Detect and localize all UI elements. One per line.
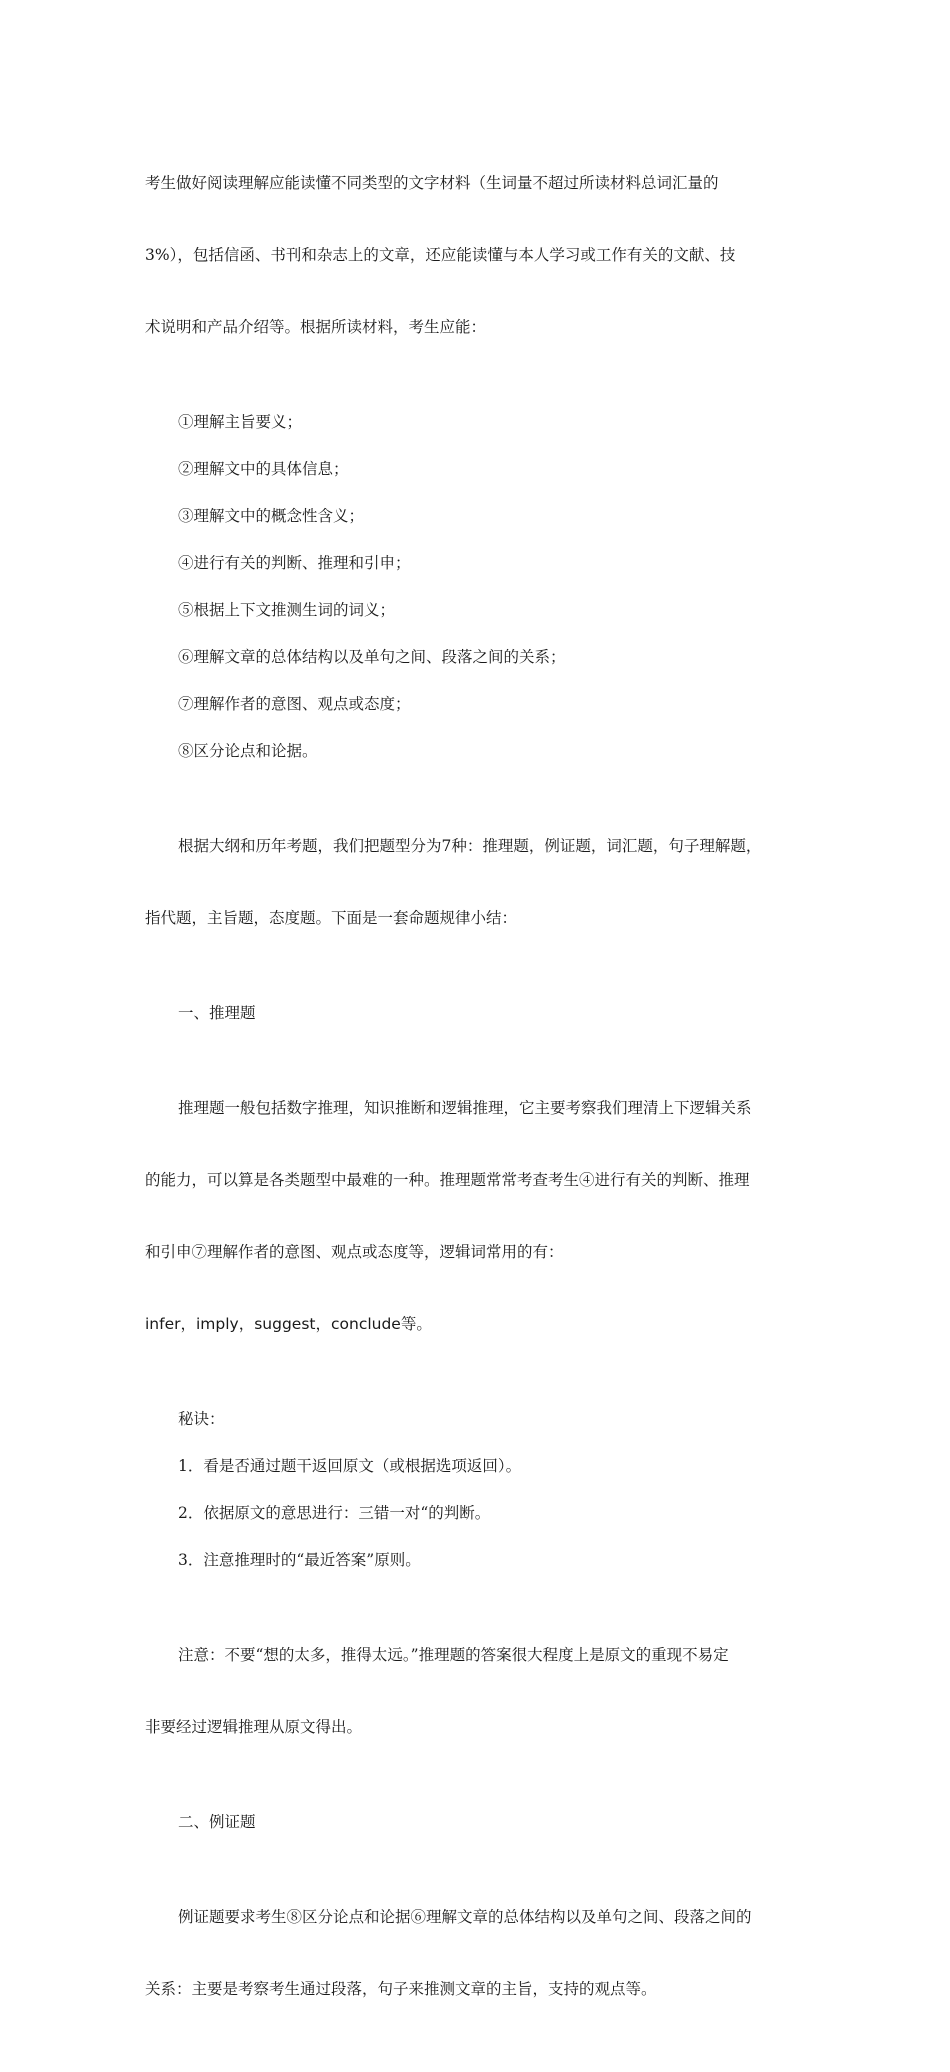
ability-item: ②理解文中的具体信息； bbox=[178, 460, 349, 478]
tip-item: 2．依据原文的意思进行：三错一对“的判断。 bbox=[178, 1504, 491, 1522]
intro-line: 术说明和产品介绍等。根据所读材料，考生应能： bbox=[145, 318, 487, 336]
inference-line: 推理题一般包括数字推理，知识推断和逻辑推理，它主要考察我们理清上下逻辑关系 bbox=[178, 1099, 752, 1117]
example-line: 关系：主要是考察考生通过段落，句子来推测文章的主旨，支持的观点等。 bbox=[145, 1980, 657, 1998]
intro-line: 考生做好阅读理解应能读懂不同类型的文字材料（生词量不超过所读材料总词汇量的 bbox=[145, 174, 719, 192]
tip-item: 3．注意推理时的“最近答案”原则。 bbox=[178, 1551, 421, 1569]
types-intro-line: 根据大纲和历年考题，我们把题型分为7种：推理题，例证题，词汇题，句子理解题， bbox=[178, 837, 762, 855]
note-line: 注意：不要“想的太多，推得太远。”推理题的答案很大程度上是原文的重现不易定 bbox=[178, 1646, 729, 1664]
example-line: 例证题要求考生⑧区分论点和论据⑥理解文章的总体结构以及单句之间、段落之间的 bbox=[178, 1908, 752, 1926]
inference-line: 和引申⑦理解作者的意图、观点或态度等，逻辑词常用的有： bbox=[145, 1243, 564, 1261]
ability-item: ⑦理解作者的意图、观点或态度； bbox=[178, 695, 411, 713]
inference-keywords-line: infer，imply，suggest，conclude等。 bbox=[145, 1315, 432, 1333]
ability-item: ④进行有关的判断、推理和引申； bbox=[178, 554, 411, 572]
ability-item: ⑤根据上下文推测生词的词义； bbox=[178, 601, 396, 619]
section-heading-example: 二、例证题 bbox=[178, 1813, 256, 1831]
ability-item: ⑥理解文章的总体结构以及单句之间、段落之间的关系； bbox=[178, 648, 566, 666]
section-heading-inference: 一、推理题 bbox=[178, 1004, 256, 1022]
note-paragraph bbox=[145, 1595, 810, 1787]
tip-item: 1．看是否通过题干返回原文（或根据选项返回）。 bbox=[178, 1457, 522, 1475]
inference-paragraph bbox=[145, 1048, 810, 1384]
types-intro-line: 指代题，主旨题，态度题。下面是一套命题规律小结： bbox=[145, 909, 518, 927]
ability-item: ③理解文中的概念性含义； bbox=[178, 507, 365, 525]
document-body bbox=[145, 123, 810, 2072]
ability-item: ⑧区分论点和论据。 bbox=[178, 742, 318, 760]
tips-label: 秘诀： bbox=[178, 1410, 225, 1428]
types-intro-paragraph bbox=[145, 786, 810, 978]
note-line: 非要经过逻辑推理从原文得出。 bbox=[145, 1718, 363, 1736]
example-paragraph bbox=[145, 1857, 810, 2049]
inference-line: 的能力，可以算是各类题型中最难的一种。推理题常常考查考生④进行有关的判断、推理 bbox=[145, 1171, 750, 1189]
intro-line: 3%），包括信函、书刊和杂志上的文章，还应能读懂与本人学习或工作有关的文献、技 bbox=[145, 246, 736, 264]
intro-paragraph bbox=[145, 123, 810, 387]
ability-item: ①理解主旨要义； bbox=[178, 413, 303, 431]
